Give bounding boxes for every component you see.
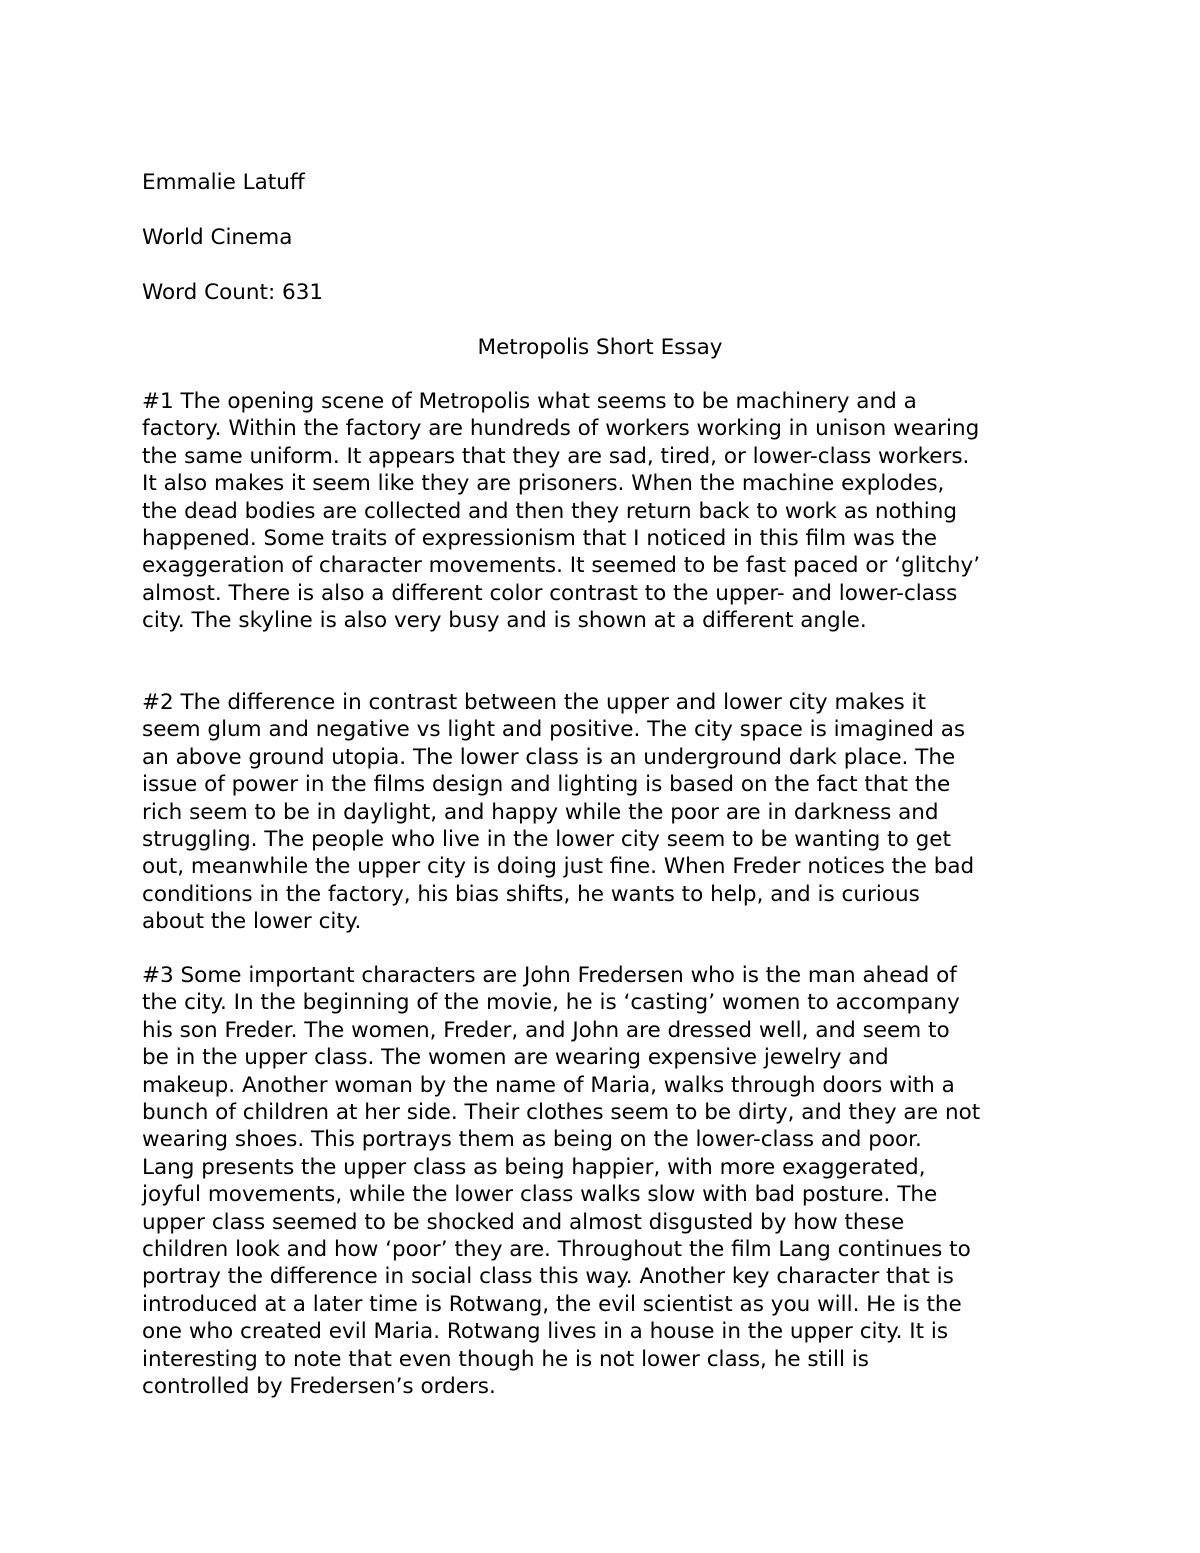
paragraph-line: exaggeration of character movements. It seemed to be fast paced or ‘glitchy’ [142,553,981,579]
paragraph-line: controlled by Fredersen’s orders. [142,1374,496,1400]
paragraph-line: city. The skyline is also very busy and is shown at a different angle. [142,608,867,634]
paragraph-line: #2 The difference in contrast between the upper and lower city makes it [142,690,926,715]
paragraph-line: be in the upper class. The women are wearing expensive jewelry and [142,1045,889,1071]
paragraph-line: interesting to note that even though he is not lower class, he still is [142,1346,869,1372]
paragraph-line: portray the difference in social class this way. Another key character that is [142,1264,954,1290]
paragraph-line: an above ground utopia. The lower class is an underground dark place. The [142,744,956,770]
paragraph-3 [142,962,1072,1401]
paragraph-line: upper class seemed to be shocked and almost disgusted by how these [142,1209,905,1235]
paragraph-line: out, meanwhile the upper city is doing just fine. When Freder notices the bad [142,854,975,880]
author-name: Emmalie Latuff [142,170,305,195]
paragraph-line: children look and how ‘poor’ they are. Throughout the film Lang continues to [142,1237,971,1263]
paragraph-line: introduced at a later time is Rotwang, the evil scientist as you will. He is the [142,1291,962,1317]
paragraph-line: one who created evil Maria. Rotwang lives in a house in the upper city. It is [142,1319,949,1345]
paragraph-line: #1 The opening scene of Metropolis what seems to be machinery and a [142,389,917,414]
paragraph-line: joyful movements, while the lower class walks slow with bad posture. The [142,1182,938,1208]
course-name: World Cinema [142,225,293,250]
paragraph-line: Lang presents the upper class as being happier, with more exaggerated, [142,1154,926,1180]
paragraph-line: It also makes it seem like they are prisoners. When the machine explodes, [142,471,945,497]
paragraph-line: almost. There is also a different color contrast to the upper- and lower-class [142,580,958,606]
paragraph-line: the city. In the beginning of the movie, he is ‘casting’ women to accompany [142,990,960,1016]
paragraph-line: wearing shoes. This portrays them as being on the lower-class and poor. [142,1127,922,1153]
paragraph-line: the same uniform. It appears that they are sad, tired, or lower-class workers. [142,443,970,469]
paragraph-line: conditions in the factory, his bias shifts, he wants to help, and is curious [142,881,920,907]
paragraph-line: the dead bodies are collected and then they return back to work as nothing [142,498,957,524]
paragraph-line: factory. Within the factory are hundreds of workers working in unison wearing [142,416,980,442]
paragraph-line: his son Freder. The women, Freder, and John are dressed well, and seem to [142,1017,950,1043]
paragraph-1 [142,388,1072,635]
paragraph-line: bunch of children at her side. Their clothes seem to be dirty, and they are not [142,1100,981,1126]
essay-title: Metropolis Short Essay [477,335,723,360]
paragraph-line: #3 Some important characters are John Fredersen who is the man ahead of [142,963,957,988]
paragraph-line: issue of power in the films design and lighting is based on the fact that the [142,772,951,798]
paragraph-2 [142,689,1072,936]
paragraph-line: makeup. Another woman by the name of Maria, walks through doors with a [142,1072,955,1098]
paragraph-line: happened. Some traits of expressionism that I noticed in this film was the [142,526,937,552]
word-count: Word Count: 631 [142,280,324,305]
paragraph-line: rich seem to be in daylight, and happy while the poor are in darkness and [142,799,939,825]
paragraph-line: seem glum and negative vs light and positive. The city space is imagined as [142,717,966,743]
paragraph-line: struggling. The people who live in the lower city seem to be wanting to get [142,827,951,853]
paragraph-line: about the lower city. [142,909,362,935]
